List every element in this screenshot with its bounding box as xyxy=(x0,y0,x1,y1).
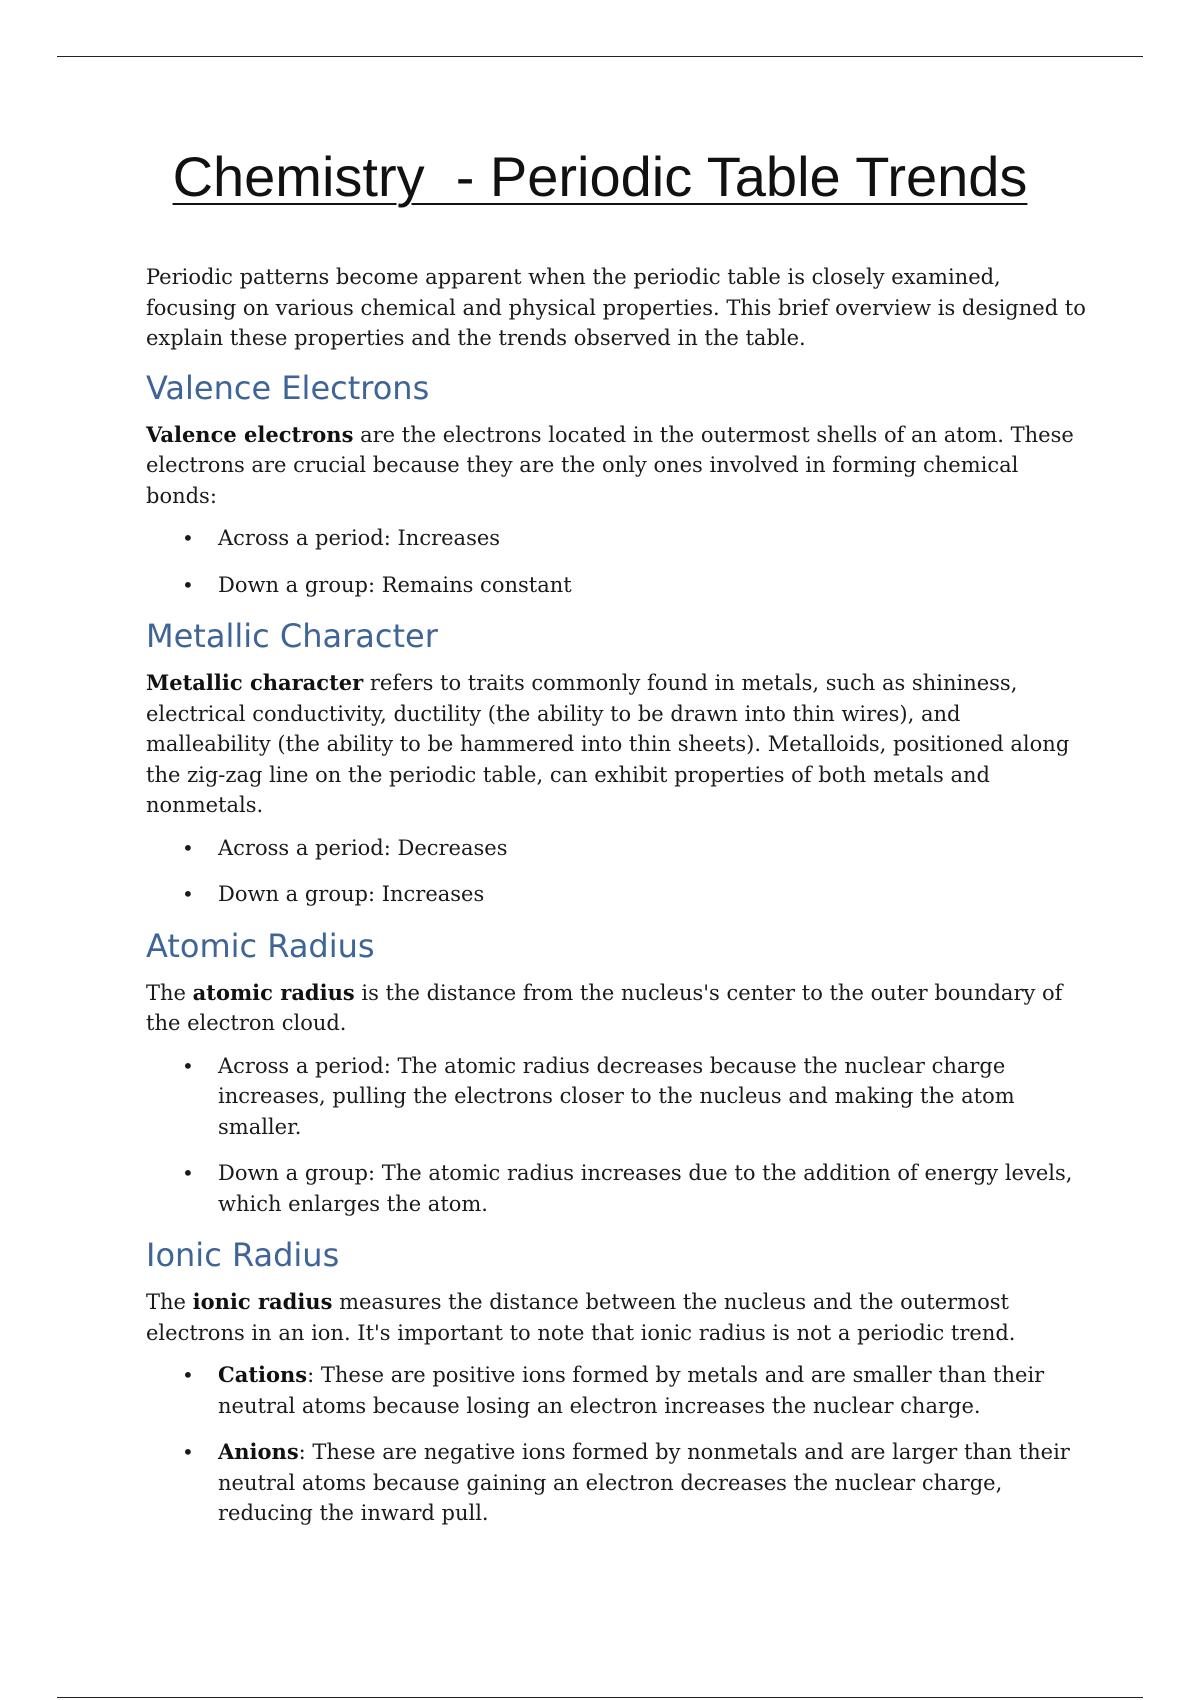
metallic-definition: refers to traits commonly found in metals, such as shininess, electrical conductivity, ductility (the ability to be drawn into thin wires), and malleability (the ability to be hammered into thin sheets). Metalloids, positioned along the zig-zag line on the periodic table, can exhibit properties of both metals and nonmetals. xyxy=(146,671,1070,817)
heading-atomic-radius: Atomic Radius xyxy=(146,926,375,965)
cations-term: Cations xyxy=(218,1362,308,1387)
atomic-trend-list xyxy=(146,1051,1090,1220)
valence-definition: are the electrons located in the outermost shells of an atom. These electrons are crucial because they are the only ones involved in forming chemical bonds: xyxy=(146,422,1074,508)
metallic-description xyxy=(146,668,1090,821)
list-item: • Down a group: Increases xyxy=(218,879,1090,910)
ionic-type-list xyxy=(146,1360,1090,1529)
valence-term: Valence electrons xyxy=(146,421,354,447)
list-item: • Across a period: Decreases xyxy=(218,833,1090,864)
ionic-definition: measures the distance between the nucleus and the outermost electrons in an ion. It's important to note that ionic radius is not a periodic trend. xyxy=(146,1290,1016,1345)
ionic-description xyxy=(146,1287,1090,1348)
heading-ionic-radius: Ionic Radius xyxy=(146,1236,340,1274)
bottom-rule xyxy=(57,1697,1143,1698)
document-body xyxy=(146,262,1090,1545)
list-item: • Across a period: The atomic radius decreases because the nuclear charge increases, pulling the electrons closer to the nucleus and making the atom smaller. xyxy=(218,1051,1090,1143)
valence-trend-list xyxy=(146,523,1090,600)
atomic-description xyxy=(146,978,1090,1039)
metallic-term: Metallic character xyxy=(146,670,364,695)
anions-text: : These are negative ions formed by nonmetals and are larger than their neutral atoms because gaining an electron decreases the nuclear charge, reducing the inward pull. xyxy=(218,1440,1070,1525)
atomic-prefix: The xyxy=(146,980,193,1005)
list-item: • Across a period: Increases xyxy=(218,523,1090,554)
cations-text: : These are positive ions formed by metals and are smaller than their neutral atoms because losing an electron increases the nuclear charge. xyxy=(218,1363,1045,1418)
intro-paragraph: Periodic patterns become apparent when the periodic table is closely examined, focusing on various chemical and physical properties. This brief overview is designed to explain these properties and the trends observed in the table. xyxy=(146,265,1086,350)
metallic-trend-list xyxy=(146,833,1090,910)
list-item: • Down a group: Remains constant xyxy=(218,570,1090,601)
valence-description xyxy=(146,420,1090,512)
ionic-prefix: The xyxy=(146,1290,193,1314)
top-rule xyxy=(57,56,1143,57)
list-item-anions xyxy=(218,1437,1090,1529)
list-item: • Down a group: The atomic radius increases due to the addition of energy levels, which enlarges the atom. xyxy=(218,1158,1090,1219)
atomic-term: atomic radius xyxy=(192,979,355,1005)
heading-metallic-character: Metallic Character xyxy=(146,617,438,655)
list-item-cations xyxy=(218,1360,1090,1421)
atomic-definition: is the distance from the nucleus's center to the outer boundary of the electron cloud. xyxy=(146,980,1063,1035)
heading-valence-electrons: Valence Electrons xyxy=(146,368,430,407)
ionic-term: ionic radius xyxy=(192,1289,333,1314)
anions-term: Anions xyxy=(218,1439,299,1464)
page-title: Chemistry - Periodic Table Trends xyxy=(172,145,1028,208)
